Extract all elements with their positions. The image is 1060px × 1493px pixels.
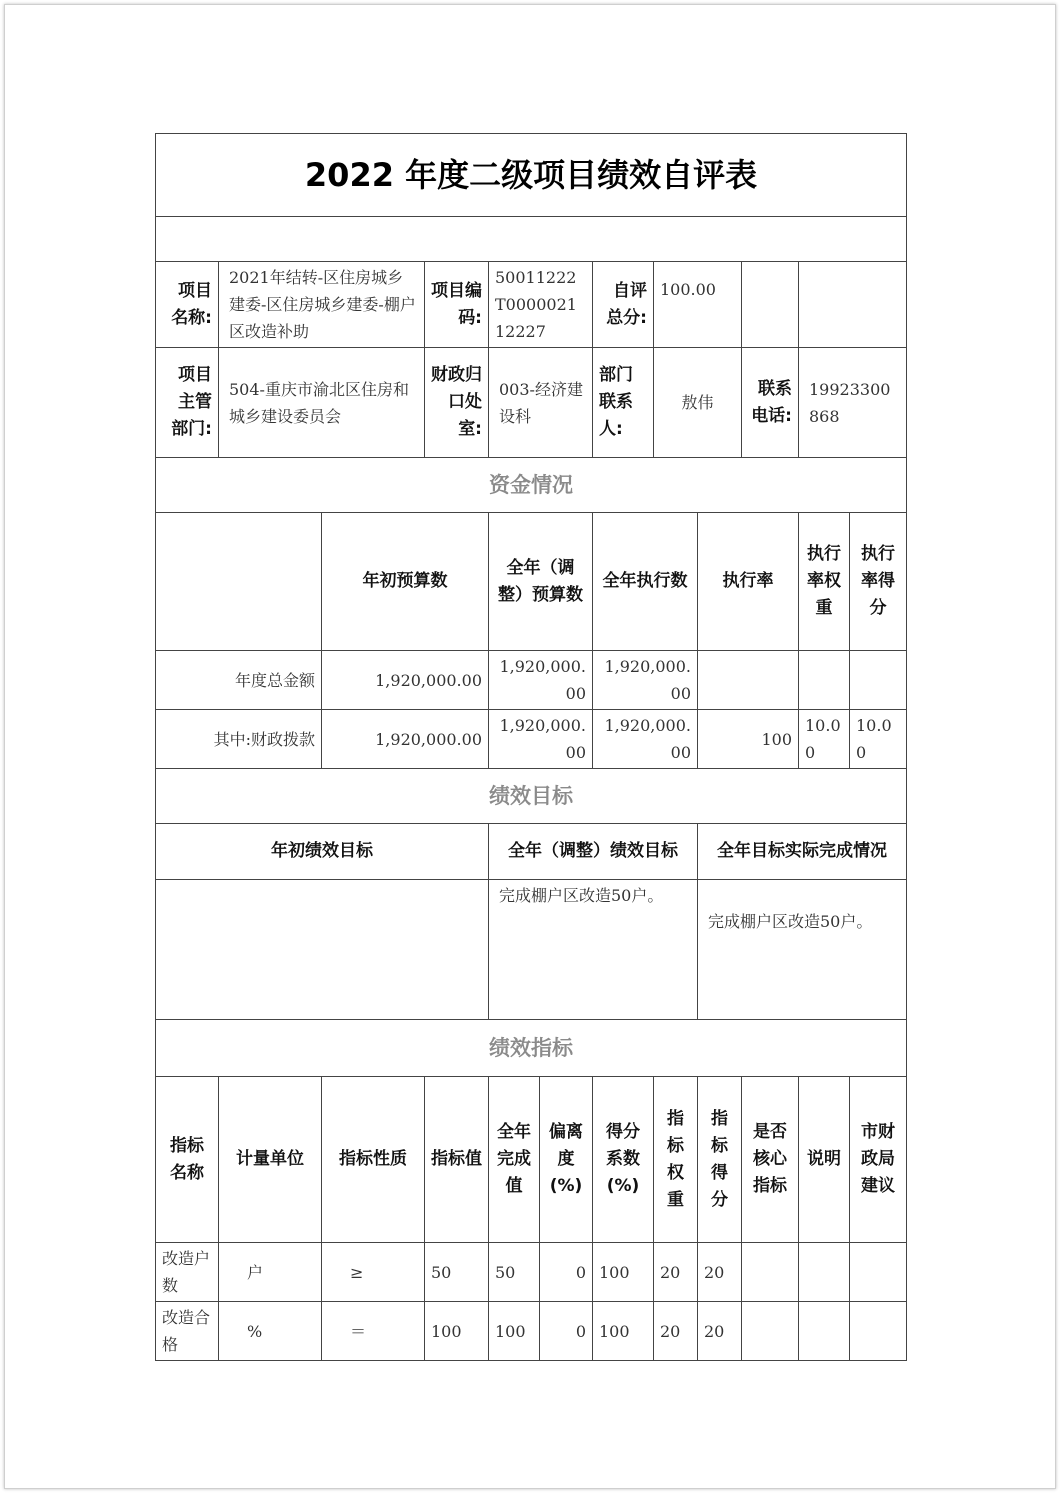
ind-nature: ≥ bbox=[322, 1243, 425, 1302]
funds-header-executed: 全年执行数 bbox=[593, 513, 698, 651]
ind-unit: 户 bbox=[219, 1243, 322, 1302]
contact-value: 敖伟 bbox=[654, 348, 742, 458]
goals-header-actual: 全年目标实际完成情况 bbox=[698, 824, 907, 880]
funds-row-label: 其中:财政拨款 bbox=[156, 710, 322, 769]
funds-section-title: 资金情况 bbox=[156, 458, 907, 513]
funds-rate bbox=[698, 651, 799, 710]
goals-adjusted-value: 完成棚户区改造50户。 bbox=[489, 880, 698, 1020]
ind-target: 100 bbox=[425, 1302, 489, 1361]
ind-header-note: 说明 bbox=[799, 1077, 850, 1243]
project-name-value: 2021年结转-区住房城乡建委-区住房城乡建委-棚户区改造补助 bbox=[219, 262, 425, 348]
project-code-label: 项目编码: bbox=[425, 262, 489, 348]
dept-label: 项目主管部门: bbox=[156, 348, 219, 458]
funds-header-adjusted: 全年（调整）预算数 bbox=[489, 513, 593, 651]
funds-adjusted: 1,920,000.00 bbox=[489, 710, 593, 769]
ind-score: 20 bbox=[698, 1302, 742, 1361]
ind-advice bbox=[850, 1302, 907, 1361]
evaluation-table bbox=[155, 133, 907, 1361]
empty-cell bbox=[799, 262, 907, 348]
funds-row-label: 年度总金额 bbox=[156, 651, 322, 710]
goals-section-title: 绩效目标 bbox=[156, 769, 907, 824]
ind-advice bbox=[850, 1243, 907, 1302]
ind-header-core: 是否核心指标 bbox=[742, 1077, 799, 1243]
empty-cell bbox=[742, 262, 799, 348]
ind-name: 改造合格 bbox=[156, 1302, 219, 1361]
funds-header-blank bbox=[156, 513, 322, 651]
ind-actual: 50 bbox=[489, 1243, 540, 1302]
ind-core bbox=[742, 1243, 799, 1302]
funds-score: 10.00 bbox=[850, 710, 907, 769]
ind-header-unit: 计量单位 bbox=[219, 1077, 322, 1243]
ind-header-nature: 指标性质 bbox=[322, 1077, 425, 1243]
ind-header-target: 指标值 bbox=[425, 1077, 489, 1243]
ind-header-actual: 全年完成值 bbox=[489, 1077, 540, 1243]
finance-office-label: 财政归口处室: bbox=[425, 348, 489, 458]
funds-weight bbox=[799, 651, 850, 710]
funds-header-weight: 执行率权重 bbox=[799, 513, 850, 651]
blank-row bbox=[156, 217, 907, 262]
ind-header-coef: 得分系数(%) bbox=[593, 1077, 654, 1243]
goals-header-initial: 年初绩效目标 bbox=[156, 824, 489, 880]
funds-executed: 1,920,000.00 bbox=[593, 710, 698, 769]
ind-nature: ＝ bbox=[322, 1302, 425, 1361]
goals-initial-value bbox=[156, 880, 489, 1020]
phone-value: 19923300868 bbox=[799, 348, 907, 458]
funds-initial: 1,920,000.00 bbox=[322, 651, 489, 710]
funds-header-rate: 执行率 bbox=[698, 513, 799, 651]
funds-header-score: 执行率得分 bbox=[850, 513, 907, 651]
funds-header-initial: 年初预算数 bbox=[322, 513, 489, 651]
indicators-section-title: 绩效指标 bbox=[156, 1020, 907, 1077]
ind-header-weight: 指标权重 bbox=[654, 1077, 698, 1243]
ind-coef: 100 bbox=[593, 1302, 654, 1361]
funds-adjusted: 1,920,000.00 bbox=[489, 651, 593, 710]
ind-weight: 20 bbox=[654, 1302, 698, 1361]
ind-score: 20 bbox=[698, 1243, 742, 1302]
ind-unit: % bbox=[219, 1302, 322, 1361]
ind-core bbox=[742, 1302, 799, 1361]
self-score-value: 100.00 bbox=[654, 262, 742, 348]
funds-executed: 1,920,000.00 bbox=[593, 651, 698, 710]
finance-office-value: 003-经济建设科 bbox=[489, 348, 593, 458]
dept-value: 504-重庆市渝北区住房和城乡建设委员会 bbox=[219, 348, 425, 458]
ind-note bbox=[799, 1243, 850, 1302]
project-code-value: 50011222T000002112227 bbox=[489, 262, 593, 348]
goals-header-adjusted: 全年（调整）绩效目标 bbox=[489, 824, 698, 880]
self-score-label: 自评总分: bbox=[593, 262, 654, 348]
ind-note bbox=[799, 1302, 850, 1361]
ind-coef: 100 bbox=[593, 1243, 654, 1302]
evaluation-sheet bbox=[155, 133, 906, 1361]
funds-initial: 1,920,000.00 bbox=[322, 710, 489, 769]
page-title: 2022 年度二级项目绩效自评表 bbox=[156, 134, 907, 217]
funds-score bbox=[850, 651, 907, 710]
ind-header-score: 指标得分 bbox=[698, 1077, 742, 1243]
phone-label: 联系电话: bbox=[742, 348, 799, 458]
ind-deviation: 0 bbox=[540, 1243, 593, 1302]
contact-label: 部门联系人: bbox=[593, 348, 654, 458]
funds-weight: 10.00 bbox=[799, 710, 850, 769]
project-name-label: 项目名称: bbox=[156, 262, 219, 348]
ind-name: 改造户数 bbox=[156, 1243, 219, 1302]
ind-header-name: 指标名称 bbox=[156, 1077, 219, 1243]
ind-header-deviation: 偏离度(%) bbox=[540, 1077, 593, 1243]
ind-weight: 20 bbox=[654, 1243, 698, 1302]
ind-deviation: 0 bbox=[540, 1302, 593, 1361]
ind-actual: 100 bbox=[489, 1302, 540, 1361]
ind-target: 50 bbox=[425, 1243, 489, 1302]
ind-header-advice: 市财政局建议 bbox=[850, 1077, 907, 1243]
goals-actual-value: 完成棚户区改造50户。 bbox=[698, 880, 907, 1020]
funds-rate: 100 bbox=[698, 710, 799, 769]
